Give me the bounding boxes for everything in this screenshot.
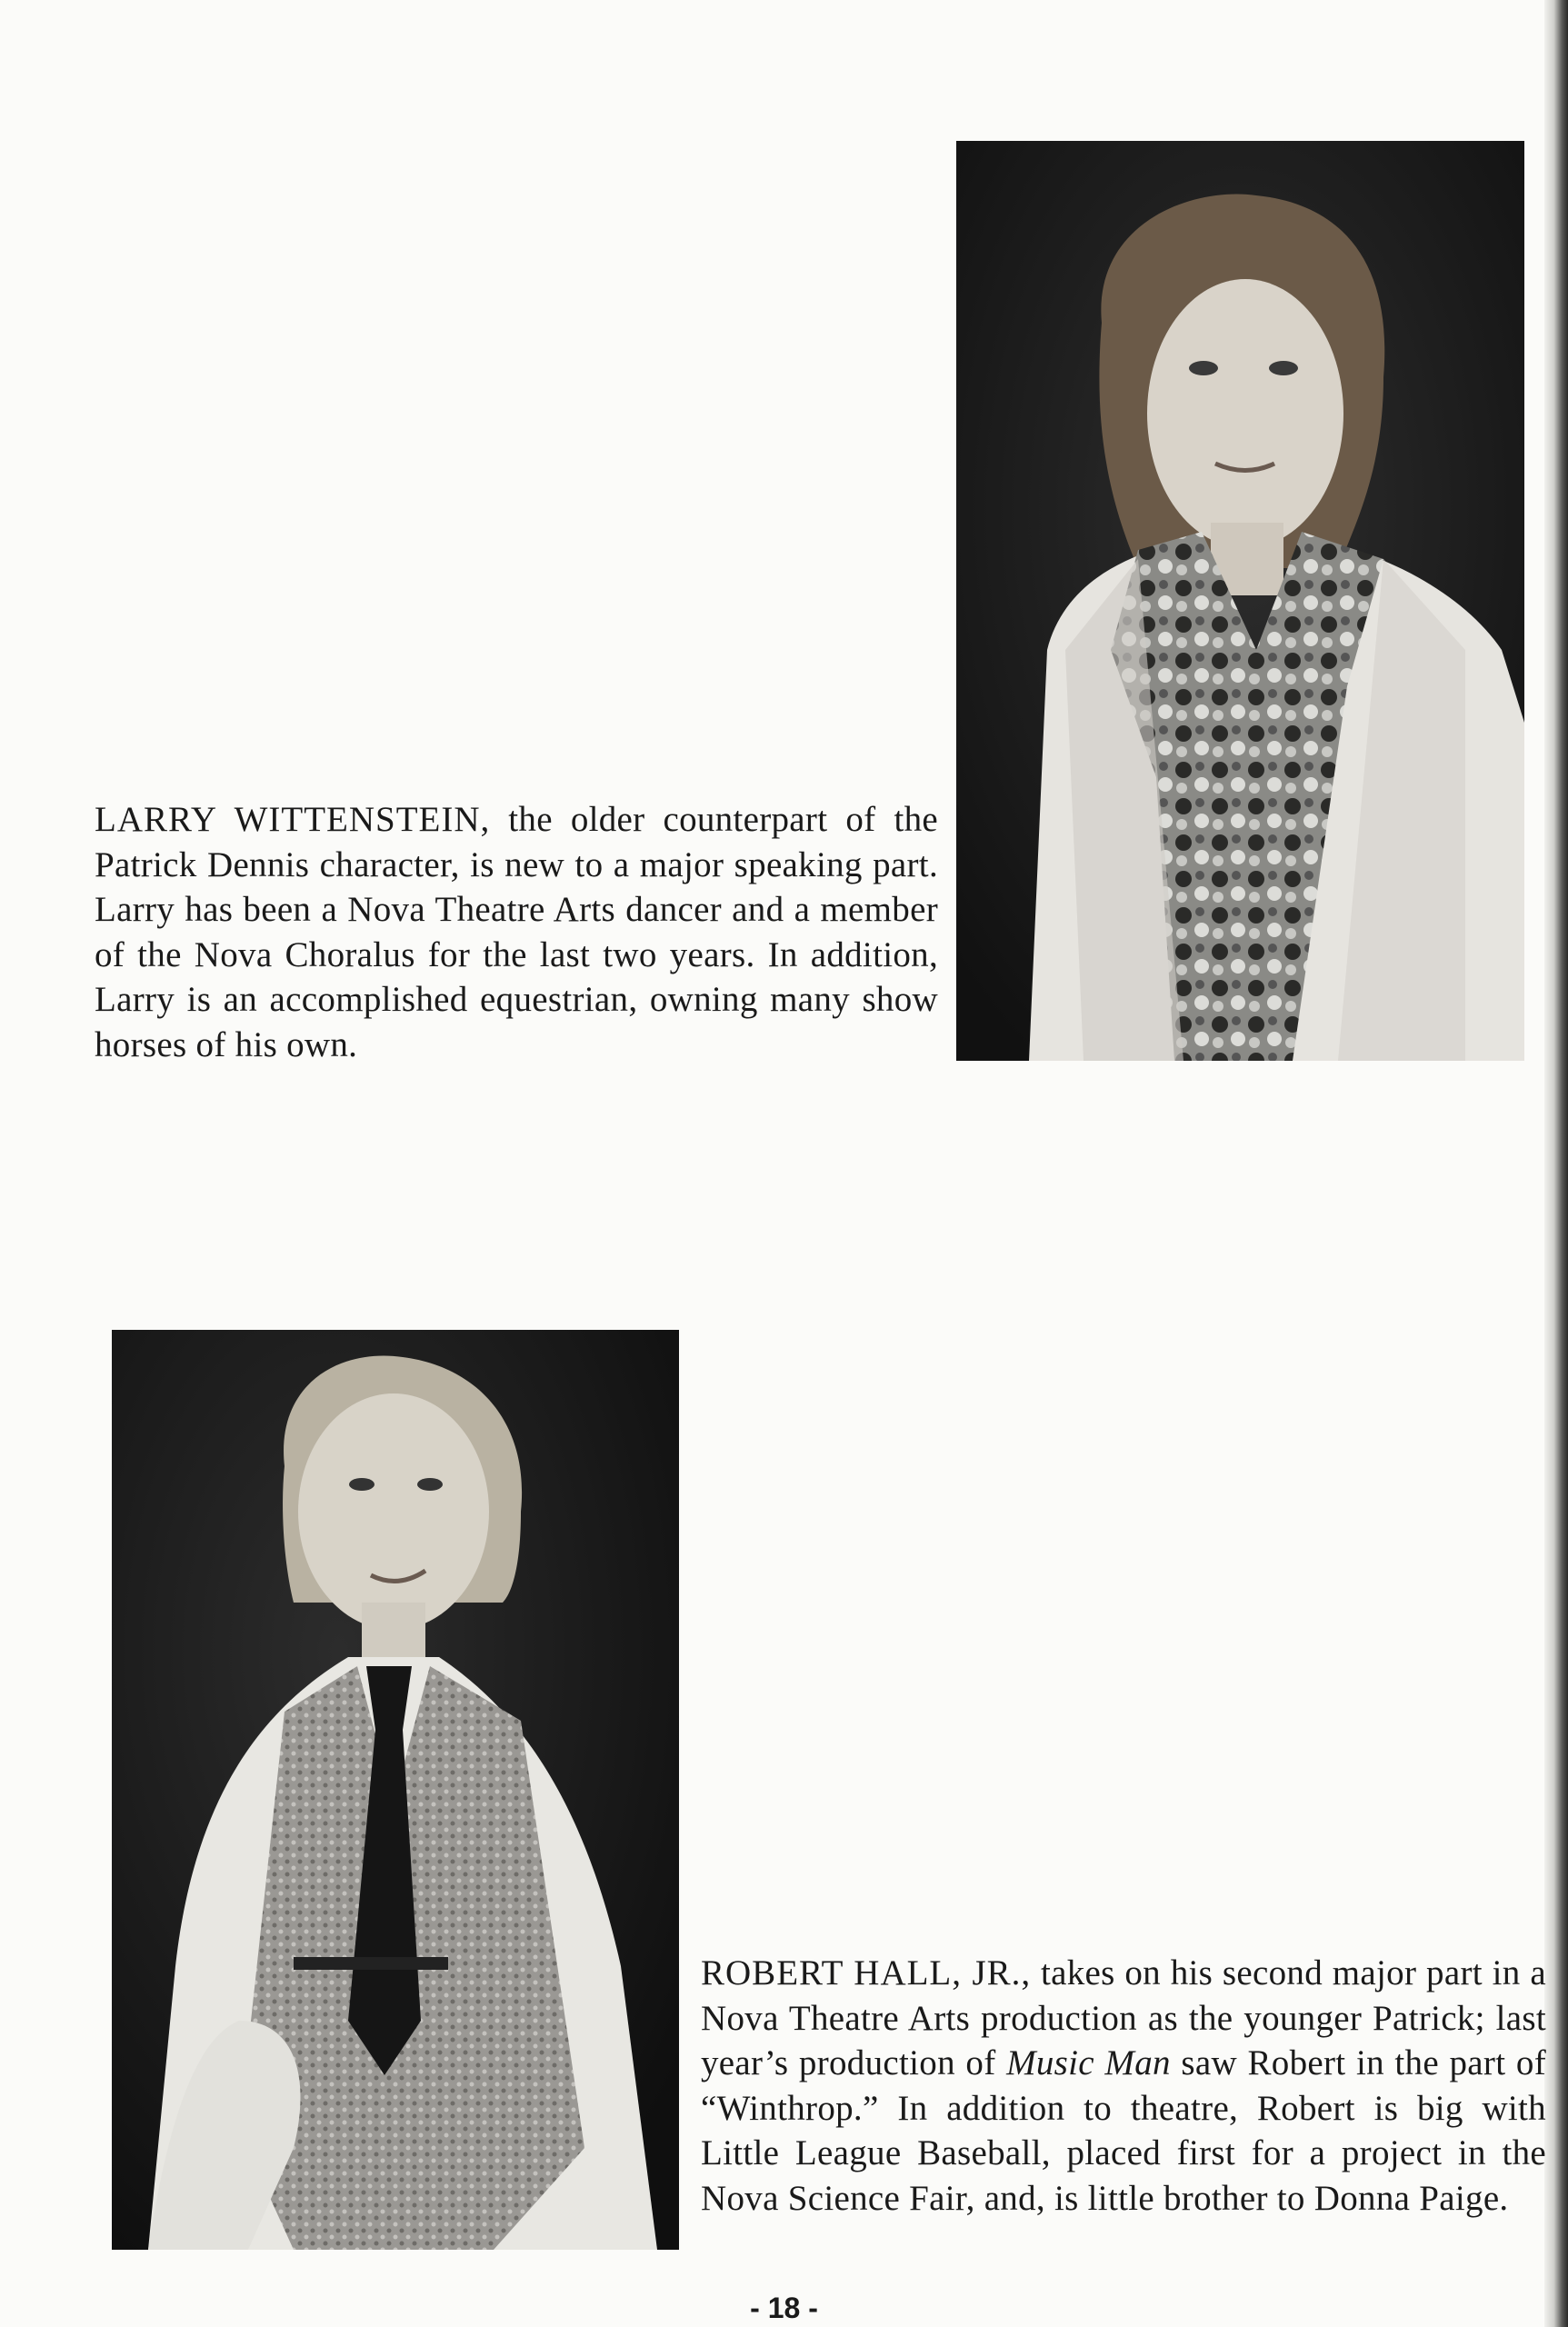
robert-bio-text-2: saw Robert in the part of “Winthrop.” In addition to theatre, Robert is big with Little League Baseball, placed first for a project in the Nova Science Fair, and, is little brother to Donna Paige. — [701, 2043, 1546, 2218]
larry-wittenstein-bio — [95, 797, 938, 1067]
robert-bio-text-1: takes on his second major part in a Nova Theatre Arts production as the younger Patrick; last year’s production of — [701, 1953, 1546, 2082]
larry-bio-text: the older counterpart of the Patrick Dennis character, is new to a major speaking part. Larry has been a Nova Theatre Arts dancer and a member of the Nova Choralus for the last two years. In addition, Larry is an accomplished equestrian, owning many show horses of his own. — [95, 800, 938, 1064]
robert-name: ROBERT HALL, JR., — [701, 1953, 1032, 1992]
show-title-music-man: Music Man — [1006, 2043, 1171, 2082]
page-number: - 18 - — [750, 2292, 818, 2324]
robert-hall-bio — [701, 1951, 1546, 2221]
larry-wittenstein-photo — [956, 141, 1524, 1061]
larry-name: LARRY WITTENSTEIN, — [95, 800, 491, 839]
robert-hall-photo — [112, 1330, 679, 2250]
page-binding-edge — [1544, 0, 1568, 2327]
